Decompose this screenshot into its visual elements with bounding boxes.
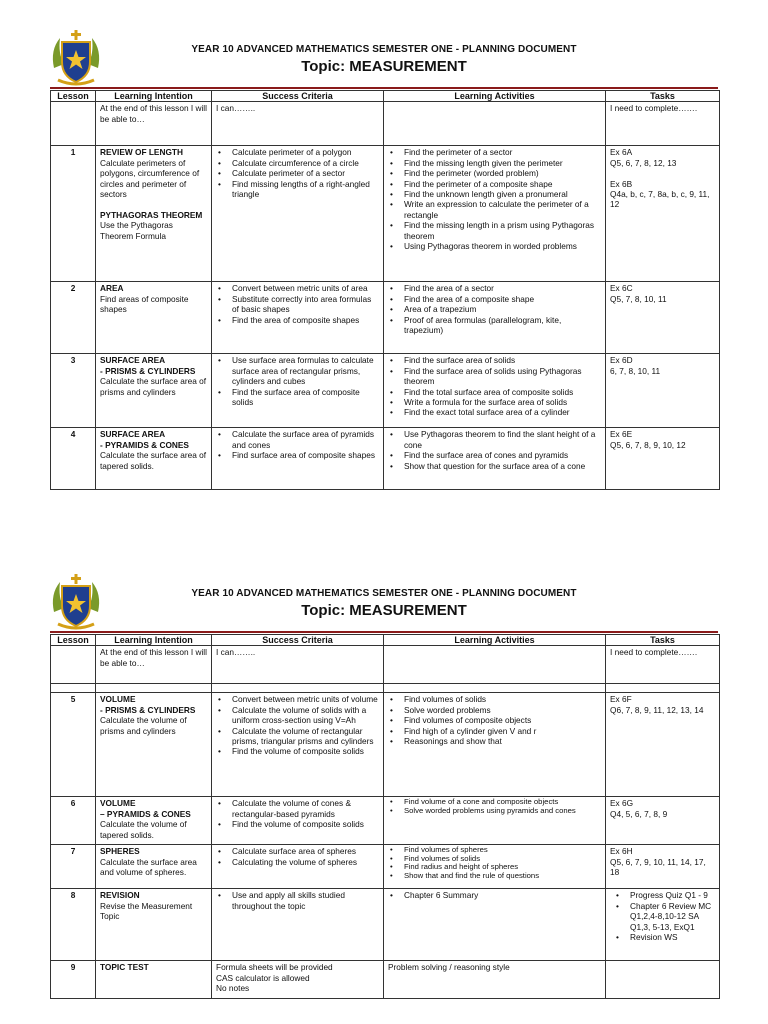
table-header-row bbox=[51, 91, 720, 102]
learning-intention: REVIEW OF LENGTH Calculate perimeters of polygons, circumference of circles and perimeter of sectors PYTHAGORAS THEOREM Use the Pythagoras Theorem Formula bbox=[96, 146, 212, 282]
header-lesson: Lesson bbox=[51, 635, 96, 646]
list-item: • Show that and find the rule of questions bbox=[404, 872, 601, 880]
lesson-number: 7 bbox=[51, 845, 96, 889]
list-item: • Write a formula for the surface area of solids bbox=[404, 397, 601, 407]
list-item: • Find the surface area of solids bbox=[404, 355, 601, 365]
tasks: Ex 6F Q6, 7, 8, 9, 11, 12, 13, 14 bbox=[606, 693, 720, 797]
document-title: YEAR 10 ADVANCED MATHEMATICS SEMESTER ONE - PLANNING DOCUMENT bbox=[191, 44, 577, 55]
learning-activities bbox=[384, 146, 606, 282]
list-item: • Find volume of a cone and composite objects bbox=[404, 798, 601, 806]
title-divider bbox=[50, 87, 718, 89]
table-row bbox=[51, 282, 720, 354]
success-criteria: Formula sheets will be provided CAS calculator is allowed No notes bbox=[212, 961, 384, 999]
success-criteria bbox=[212, 845, 384, 889]
list-item: • Calculate perimeter of a sector bbox=[232, 168, 379, 178]
header-success-criteria: Success Criteria bbox=[212, 91, 384, 102]
list-item: • Find the surface area of cones and pyramids bbox=[404, 450, 601, 460]
list-item: • Find the area of composite shapes bbox=[232, 315, 379, 325]
learning-intention: REVISION Revise the Measurement Topic bbox=[96, 889, 212, 961]
lesson-number: 1 bbox=[51, 146, 96, 282]
list-item: • Convert between metric units of area bbox=[232, 283, 379, 293]
list-item: • Reasonings and show that bbox=[404, 736, 601, 746]
learning-intention: VOLUME – PYRAMIDS & CONES Calculate the volume of tapered solids. bbox=[96, 797, 212, 845]
list-item: • Write an expression to calculate the perimeter of a rectangle bbox=[404, 199, 601, 220]
lesson-number: 6 bbox=[51, 797, 96, 845]
learning-activities bbox=[384, 428, 606, 490]
list-item: • Use surface area formulas to calculate surface area of rectangular prisms, cylinders and cubes bbox=[232, 355, 379, 386]
list-item: • Find the total surface area of composite solids bbox=[404, 387, 601, 397]
tasks: Ex 6A Q5, 6, 7, 8, 12, 13 Ex 6B Q4a, b, c, 7, 8a, b, c, 9, 11, 12 bbox=[606, 146, 720, 282]
list-item: • Find volumes of solids bbox=[404, 694, 601, 704]
header-success-criteria: Success Criteria bbox=[212, 635, 384, 646]
list-item: • Find the perimeter of a sector bbox=[404, 147, 601, 157]
list-item: • Calculating the volume of spheres bbox=[232, 857, 379, 867]
list-item: • Calculate the volume of cones & rectangular-based pyramids bbox=[232, 798, 379, 819]
table-row bbox=[51, 889, 720, 961]
lesson-number: 3 bbox=[51, 354, 96, 428]
list-item: • Calculate the surface area of pyramids and cones bbox=[232, 429, 379, 450]
list-item: • Find the missing length in a prism using Pythagoras theorem bbox=[404, 220, 601, 241]
learning-activities bbox=[384, 797, 606, 845]
header-learning-intention: Learning Intention bbox=[96, 635, 212, 646]
list-item: • Convert between metric units of volume bbox=[232, 694, 379, 704]
header-learning-activities: Learning Activities bbox=[384, 635, 606, 646]
tasks: Ex 6C Q5, 7, 8, 10, 11 bbox=[606, 282, 720, 354]
planning-table-2 bbox=[50, 634, 720, 999]
list-item: • Progress Quiz Q1 - 9 bbox=[630, 890, 715, 900]
list-item: • Using Pythagoras theorem in worded problems bbox=[404, 241, 601, 251]
header-tasks: Tasks bbox=[606, 91, 720, 102]
list-item: • Proof of area formulas (parallelogram, kite, trapezium) bbox=[404, 315, 601, 336]
learning-activities bbox=[384, 282, 606, 354]
subheader-intention: At the end of this lesson I will be able to… bbox=[96, 646, 212, 684]
learning-intention: VOLUME - PRISMS & CYLINDERS Calculate the volume of prisms and cylinders bbox=[96, 693, 212, 797]
list-item: • Solve worded problems using pyramids and cones bbox=[404, 807, 601, 815]
learning-activities bbox=[384, 845, 606, 889]
topic-title: Topic: MEASUREMENT bbox=[301, 602, 467, 619]
success-criteria bbox=[212, 889, 384, 961]
list-item: • Find the area of a composite shape bbox=[404, 294, 601, 304]
list-item: • Find the exact total surface area of a cylinder bbox=[404, 407, 601, 417]
list-item: • Find volumes of solids bbox=[404, 855, 601, 863]
tasks: Ex 6G Q4, 5, 6, 7, 8, 9 bbox=[606, 797, 720, 845]
tasks: Ex 6H Q5, 6, 7, 9, 10, 11, 14, 17, 18 bbox=[606, 845, 720, 889]
learning-intention: SURFACE AREA - PRISMS & CYLINDERS Calculate the surface area of prisms and cylinders bbox=[96, 354, 212, 428]
list-item: • Find the missing length given the perimeter bbox=[404, 158, 601, 168]
list-item: • Find the unknown length given a pronumeral bbox=[404, 189, 601, 199]
success-criteria bbox=[212, 354, 384, 428]
learning-intention: SURFACE AREA - PYRAMIDS & CONES Calculate the surface area of tapered solids. bbox=[96, 428, 212, 490]
learning-activities bbox=[384, 889, 606, 961]
list-item: • Find the perimeter of a composite shape bbox=[404, 179, 601, 189]
table-subheader-row bbox=[51, 102, 720, 146]
lesson-number: 9 bbox=[51, 961, 96, 999]
spacer-row bbox=[51, 684, 720, 693]
table-row bbox=[51, 693, 720, 797]
subheader-tasks: I need to complete……. bbox=[606, 646, 720, 684]
list-item: • Show that question for the surface area of a cone bbox=[404, 461, 601, 471]
lesson-number: 2 bbox=[51, 282, 96, 354]
list-item: • Find volumes of spheres bbox=[404, 846, 601, 854]
learning-activities: Problem solving / reasoning style bbox=[384, 961, 606, 999]
table-row bbox=[51, 146, 720, 282]
list-item: • Find the volume of composite solids bbox=[232, 746, 379, 756]
tasks: Ex 6D 6, 7, 8, 10, 11 bbox=[606, 354, 720, 428]
list-item: • Find the area of a sector bbox=[404, 283, 601, 293]
list-item: • Find the surface area of solids using Pythagoras theorem bbox=[404, 366, 601, 387]
list-item: • Chapter 6 Summary bbox=[404, 890, 601, 900]
success-criteria bbox=[212, 797, 384, 845]
table-header-row bbox=[51, 635, 720, 646]
list-item: • Find surface area of composite shapes bbox=[232, 450, 379, 460]
list-item: • Area of a trapezium bbox=[404, 304, 601, 314]
tasks: Ex 6E Q5, 6, 7, 8, 9, 10, 12 bbox=[606, 428, 720, 490]
table-row bbox=[51, 354, 720, 428]
tasks bbox=[606, 961, 720, 999]
list-item: • Substitute correctly into area formulas of basic shapes bbox=[232, 294, 379, 315]
tasks bbox=[606, 889, 720, 961]
header-tasks: Tasks bbox=[606, 635, 720, 646]
title-divider bbox=[50, 631, 718, 633]
list-item: • Calculate surface area of spheres bbox=[232, 846, 379, 856]
list-item: • Calculate the volume of solids with a uniform cross-section using V=Ah bbox=[232, 705, 379, 726]
list-item: • Find high of a cylinder given V and r bbox=[404, 726, 601, 736]
success-criteria bbox=[212, 693, 384, 797]
success-criteria bbox=[212, 428, 384, 490]
lesson-number: 4 bbox=[51, 428, 96, 490]
subheader-success: I can…….. bbox=[212, 102, 384, 146]
subheader-tasks: I need to complete……. bbox=[606, 102, 720, 146]
list-item: • Calculate perimeter of a polygon bbox=[232, 147, 379, 157]
list-item: • Find the volume of composite solids bbox=[232, 819, 379, 829]
header-learning-activities: Learning Activities bbox=[384, 91, 606, 102]
list-item: • Find the surface area of composite solids bbox=[232, 387, 379, 408]
subheader-intention: At the end of this lesson I will be able to… bbox=[96, 102, 212, 146]
header-lesson: Lesson bbox=[51, 91, 96, 102]
success-criteria bbox=[212, 146, 384, 282]
list-item: • Find volumes of composite objects bbox=[404, 715, 601, 725]
success-criteria bbox=[212, 282, 384, 354]
header-learning-intention: Learning Intention bbox=[96, 91, 212, 102]
list-item: • Find the perimeter (worded problem) bbox=[404, 168, 601, 178]
list-item: • Calculate circumference of a circle bbox=[232, 158, 379, 168]
lesson-number: 8 bbox=[51, 889, 96, 961]
table-row bbox=[51, 961, 720, 999]
table-row bbox=[51, 845, 720, 889]
subheader-success: I can…….. bbox=[212, 646, 384, 684]
learning-intention: TOPIC TEST bbox=[96, 961, 212, 999]
learning-activities bbox=[384, 354, 606, 428]
lesson-number: 5 bbox=[51, 693, 96, 797]
topic-title: Topic: MEASUREMENT bbox=[301, 58, 467, 75]
table-subheader-row bbox=[51, 646, 720, 684]
list-item: • Chapter 6 Review MC Q1,2,4-8,10-12 SA Q1,3, 5-13, ExQ1 bbox=[630, 901, 715, 932]
list-item: • Revision WS bbox=[630, 932, 715, 942]
learning-intention: AREA Find areas of composite shapes bbox=[96, 282, 212, 354]
list-item: • Use Pythagoras theorem to find the slant height of a cone bbox=[404, 429, 601, 450]
table-row bbox=[51, 428, 720, 490]
planning-table-1 bbox=[50, 90, 720, 490]
list-item: • Solve worded problems bbox=[404, 705, 601, 715]
list-item: • Find missing lengths of a right-angled triangle bbox=[232, 179, 379, 200]
table-row bbox=[51, 797, 720, 845]
list-item: • Use and apply all skills studied throughout the topic bbox=[232, 890, 379, 911]
learning-activities bbox=[384, 693, 606, 797]
learning-intention: SPHERES Calculate the surface area and volume of spheres. bbox=[96, 845, 212, 889]
list-item: • Calculate the volume of rectangular prisms, triangular prisms and cylinders bbox=[232, 726, 379, 747]
document-title: YEAR 10 ADVANCED MATHEMATICS SEMESTER ONE - PLANNING DOCUMENT bbox=[191, 588, 577, 599]
list-item: • Find radius and height of spheres bbox=[404, 863, 601, 871]
